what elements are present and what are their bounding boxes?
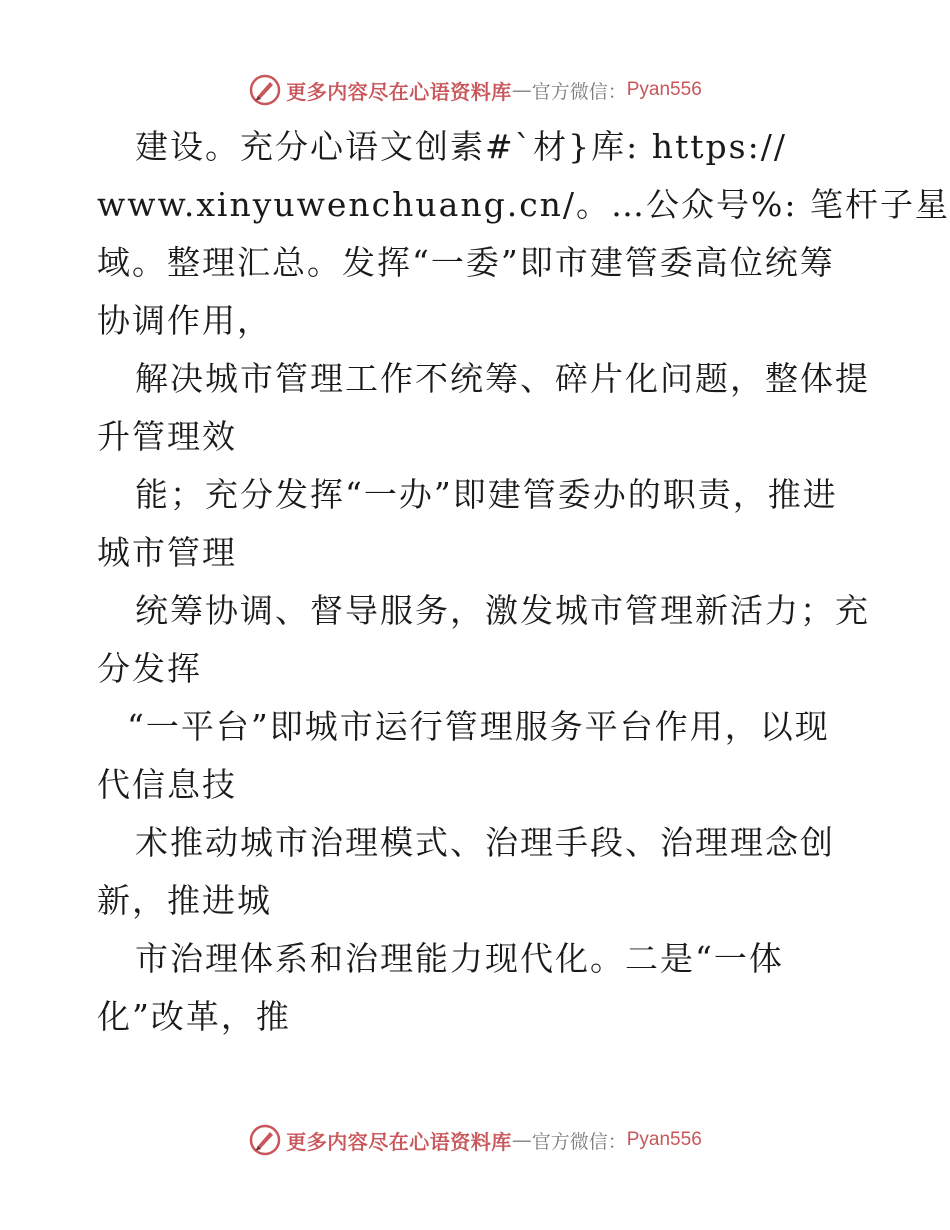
watermark-separator: — [511,1128,532,1152]
document-body [97,118,950,1046]
body-line: 协调作用， [97,301,272,340]
body-line: 新，推进城 [97,881,272,920]
body-line: 代信息技 [97,765,237,804]
body-line: 统筹协调、督导服务，激发城市管理新活力；充 [135,591,870,630]
body-line: 市治理体系和治理能力现代化。二是“一体 [135,939,784,978]
body-line: 解决城市管理工作不统筹、碎片化问题，整体提 [135,359,870,398]
watermark-wechat-id: Pyan556 [626,1129,702,1150]
header-watermark [0,68,950,112]
body-line: 建设。充分心语文创素#`材}库: https:// [135,127,787,166]
body-line: 域。整理汇总。发挥“一委”即市建管委高位统筹 [97,243,835,282]
body-line: 能；充分发挥“一办”即建管委办的职责，推进 [135,475,838,514]
quill-pen-icon [248,73,282,107]
body-line: 升管理效 [97,417,237,456]
watermark-separator: — [511,78,532,102]
watermark-brand-text: 更多内容尽在心语资料库 [286,79,512,104]
quill-pen-icon [248,1123,282,1157]
footer-watermark [0,1118,950,1162]
body-line: 分发挥 [97,649,202,688]
body-line: “一平台”即城市运行管理服务平台作用，以现 [127,707,830,746]
watermark-wechat-label: 官方微信： [531,1130,627,1153]
watermark-wechat-label: 官方微信： [531,80,627,103]
body-line: 术推动城市治理模式、治理手段、治理理念创 [135,823,835,862]
watermark-wechat-id: Pyan556 [626,79,702,100]
body-line: www.xinyuwenchuang.cn/。…公众号%: 笔杆子星 [97,185,950,224]
watermark-brand-text: 更多内容尽在心语资料库 [286,1129,512,1154]
body-line: 化”改革，推 [97,997,291,1036]
body-line: 城市管理 [97,533,237,572]
